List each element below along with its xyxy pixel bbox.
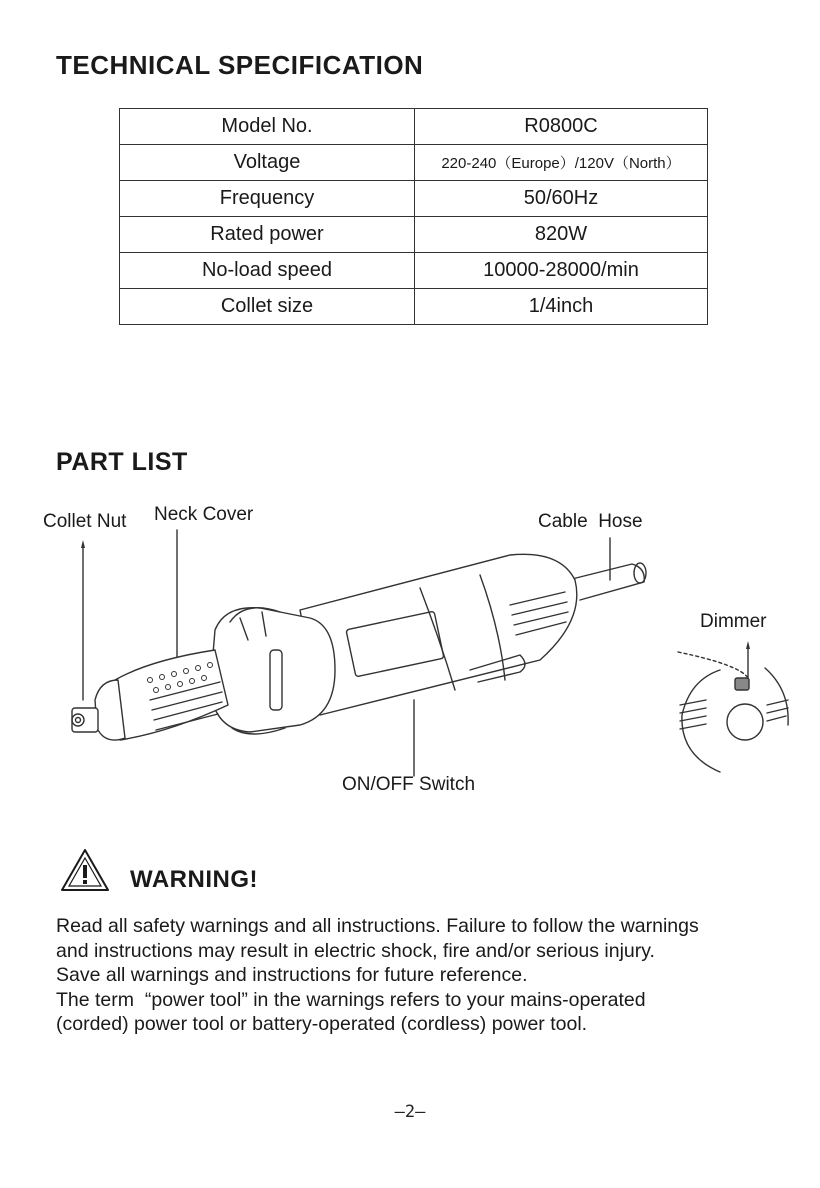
neck-cover-label: Neck Cover — [154, 504, 254, 525]
spec-label: Frequency — [120, 181, 415, 217]
spec-value: R0800C — [415, 109, 708, 145]
neck-cover — [210, 608, 335, 732]
spec-value: 820W — [415, 217, 708, 253]
tech-spec-title: TECHNICAL SPECIFICATION — [56, 50, 424, 80]
warning-text — [56, 914, 796, 1037]
switch-label: ON/OFF Switch — [342, 774, 476, 795]
dimmer-housing — [682, 670, 720, 772]
table-row — [120, 181, 708, 217]
warning-line: and instructions may result in electric shock, fire and/or serious injury. — [56, 939, 655, 962]
warning-line: (corded) power tool or battery-operated (cordless) power tool. — [56, 1013, 588, 1035]
page-number: —2— — [394, 1102, 426, 1122]
spec-value: 50/60Hz — [415, 181, 708, 217]
warning-line: The term “power tool” in the warnings refers to your mains-operated — [56, 988, 646, 1011]
table-row — [120, 217, 708, 253]
dimmer-wheel — [727, 704, 763, 740]
table-row — [120, 109, 708, 145]
table-row — [120, 145, 708, 181]
warning-triangle-icon — [60, 848, 110, 892]
spec-label: Voltage — [120, 145, 415, 181]
warning-line: Save all warnings and instructions for future reference. — [56, 964, 528, 986]
spec-label: Model No. — [120, 109, 415, 145]
spec-value: 1/4inch — [415, 289, 708, 325]
part-list-title: PART LIST — [56, 448, 188, 476]
spec-value: 10000-28000/min — [415, 253, 708, 289]
warning-line: Read all safety warnings and all instructions. Failure to follow the warnings — [56, 915, 699, 937]
spec-label: Rated power — [120, 217, 415, 253]
spec-table — [119, 108, 708, 325]
table-row — [120, 253, 708, 289]
collet-nut-label: Collet Nut — [43, 511, 127, 532]
spec-label: Collet size — [120, 289, 415, 325]
spec-label: No-load speed — [120, 253, 415, 289]
warning-title: WARNING! — [130, 866, 258, 893]
table-row — [120, 289, 708, 325]
cable-hose-label: Cable Hose — [538, 511, 643, 532]
dimmer-label: Dimmer — [700, 611, 767, 632]
die-grinder-illustration — [0, 500, 820, 790]
cable-hose — [568, 564, 644, 600]
spec-value: 220-240（Europe）/120V（North） — [415, 145, 708, 181]
